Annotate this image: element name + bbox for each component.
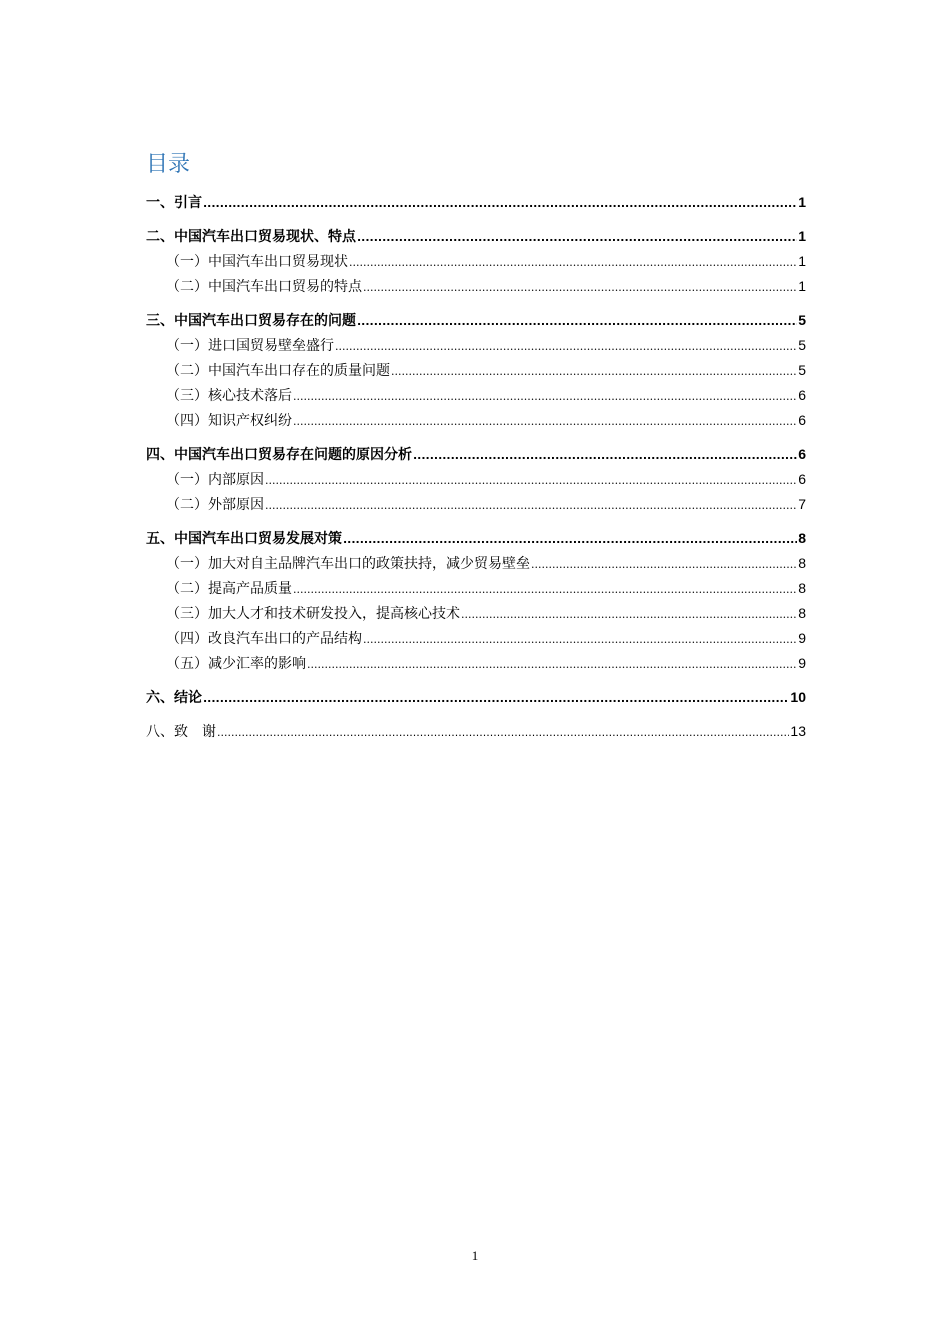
toc-entry-text: 六、结论 [146, 690, 202, 706]
dot-leader [363, 627, 797, 652]
toc-subentry[interactable] [146, 601, 806, 626]
table-of-contents [146, 190, 806, 744]
toc-entry-text: （四）改良汽车出口的产品结构 [166, 631, 362, 647]
toc-entry-text: 五、中国汽车出口贸易发展对策 [146, 531, 342, 547]
toc-entry-text: （五）减少汇率的影响 [166, 656, 306, 672]
toc-entry-text: （二）中国汽车出口存在的质量问题 [166, 363, 390, 379]
dot-leader [357, 225, 797, 250]
toc-subentry[interactable] [146, 274, 806, 299]
toc-entry-text: 四、中国汽车出口贸易存在问题的原因分析 [146, 447, 412, 463]
toc-subentry[interactable] [146, 576, 806, 601]
toc-entry-page: 8 [798, 605, 806, 621]
toc-entry-page: 5 [798, 312, 806, 328]
toc-entry-page: 5 [798, 362, 806, 378]
dot-leader [343, 527, 797, 552]
toc-entry-page: 6 [798, 446, 806, 462]
toc-entry-text: 二、中国汽车出口贸易现状、特点 [146, 229, 356, 245]
dot-leader [531, 552, 797, 577]
toc-subentry[interactable] [146, 383, 806, 408]
toc-entry-page: 8 [798, 555, 806, 571]
toc-entry-page: 9 [798, 630, 806, 646]
toc-entry-text: （一）进口国贸易壁垒盛行 [166, 338, 334, 354]
toc-subentry[interactable] [146, 492, 806, 517]
dot-leader [217, 720, 789, 745]
toc-subentry[interactable] [146, 358, 806, 383]
toc-entry-text: （二）外部原因 [166, 497, 264, 513]
toc-entry-page: 7 [798, 496, 806, 512]
toc-entry-text: （一）中国汽车出口贸易现状 [166, 254, 348, 270]
page-number: 1 [471, 1248, 479, 1263]
toc-entry-page: 1 [798, 278, 806, 294]
toc-entry-page: 6 [798, 412, 806, 428]
toc-entry[interactable] [146, 526, 806, 551]
toc-subentry[interactable] [146, 408, 806, 433]
dot-leader [293, 409, 797, 434]
dot-leader [265, 468, 797, 493]
toc-entry-page: 6 [798, 387, 806, 403]
toc-entry-text: （一）加大对自主品牌汽车出口的政策扶持，减少贸易壁垒 [166, 556, 530, 572]
dot-leader [363, 275, 797, 300]
toc-entry[interactable] [146, 442, 806, 467]
toc-subentry[interactable] [146, 333, 806, 358]
toc-subentry[interactable] [146, 551, 806, 576]
toc-entry[interactable] [146, 190, 806, 215]
toc-entry-text: 八、致 谢 [146, 724, 216, 740]
dot-leader [307, 652, 797, 677]
dot-leader [391, 359, 797, 384]
dot-leader [265, 493, 797, 518]
toc-subentry[interactable] [146, 249, 806, 274]
toc-subentry[interactable] [146, 467, 806, 492]
toc-entry-text: （二）提高产品质量 [166, 581, 292, 597]
toc-entry-page: 13 [790, 723, 806, 739]
toc-subentry[interactable] [146, 626, 806, 651]
toc-entry-page: 10 [790, 689, 806, 705]
toc-entry-text: （三）加大人才和技术研发投入，提高核心技术 [166, 606, 460, 622]
toc-entry-text: （四）知识产权纠纷 [166, 413, 292, 429]
toc-entry-page: 6 [798, 471, 806, 487]
toc-entry-text: 一、引言 [146, 195, 202, 211]
toc-entry-text: 三、中国汽车出口贸易存在的问题 [146, 313, 356, 329]
toc-entry-page: 1 [798, 228, 806, 244]
dot-leader [335, 334, 797, 359]
dot-leader [293, 384, 797, 409]
toc-entry-page: 5 [798, 337, 806, 353]
toc-entry-text: （二）中国汽车出口贸易的特点 [166, 279, 362, 295]
toc-entry-page: 8 [798, 580, 806, 596]
toc-entry[interactable] [146, 685, 806, 710]
toc-entry[interactable] [146, 308, 806, 333]
toc-entry-text: （一）内部原因 [166, 472, 264, 488]
toc-entry[interactable] [146, 719, 806, 744]
toc-entry-text: （三）核心技术落后 [166, 388, 292, 404]
toc-title: 目录 [146, 152, 191, 177]
toc-entry-page: 1 [798, 253, 806, 269]
dot-leader [203, 191, 797, 216]
toc-entry-page: 8 [798, 530, 806, 546]
dot-leader [461, 602, 797, 627]
toc-subentry[interactable] [146, 651, 806, 676]
dot-leader [413, 443, 797, 468]
dot-leader [203, 686, 789, 711]
toc-entry-page: 9 [798, 655, 806, 671]
dot-leader [349, 250, 797, 275]
toc-entry-page: 1 [798, 194, 806, 210]
dot-leader [293, 577, 797, 602]
toc-entry[interactable] [146, 224, 806, 249]
dot-leader [357, 309, 797, 334]
